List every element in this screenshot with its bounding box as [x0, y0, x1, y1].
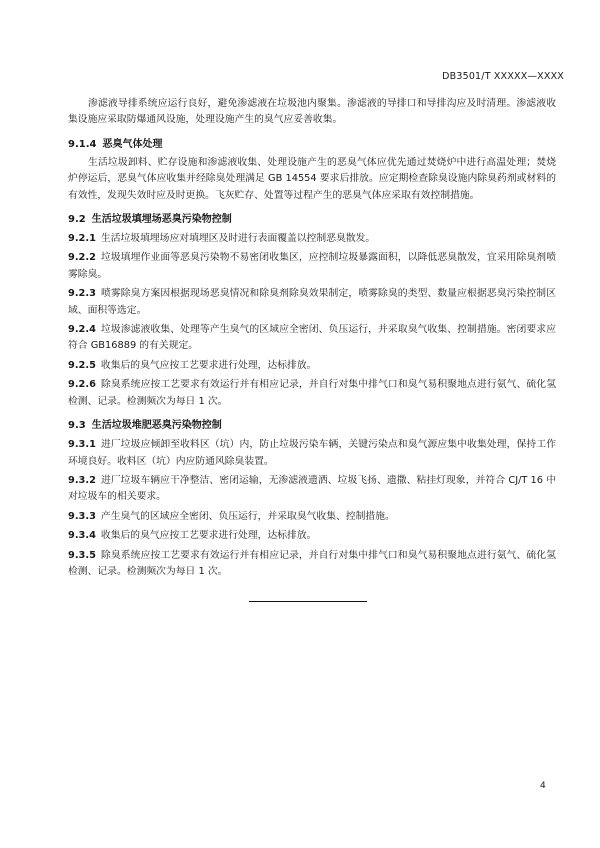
paragraph-odor-treatment: 生活垃圾卸料、贮存设施和渗滤液收集、处理设施产生的恶臭气体应优先通过焚烧炉中进行高温处理；焚烧炉停运后，恶臭气体应收集并经除臭处理满足 GB 14554 要求后排放。应定期检查除臭设施内除臭药剂或材料的有效性，发现失效时应及时更换。飞灰贮存、处置等过程产生的恶臭气体应采取有效控制措施。: [68, 156, 556, 201]
clause-number: 9.3.4: [68, 530, 96, 542]
section-number: 9.2: [68, 214, 86, 226]
clause-number: 9.2.2: [68, 252, 96, 264]
clause-text: 喷雾除臭方案因根据现场恶臭情况和除臭剂除臭效果制定，喷雾除臭的类型、数量应根据恶臭污染控制区域、面积等选定。: [68, 288, 556, 316]
clause-9-2-2: [68, 250, 556, 283]
clause-9-3-1: [68, 437, 556, 470]
clause-number: 9.2.4: [68, 324, 96, 336]
clause-text: 进厂垃圾应倾卸至收料区（坑）内，防止垃圾污染车辆，关键污染点和臭气源应集中收集处理，保持工作环境良好。收料区（坑）内应防通风除臭装置。: [68, 439, 556, 467]
clause-number: 9.3.2: [68, 474, 96, 486]
clause-9-2-5: [68, 358, 556, 374]
end-of-document-line: [249, 601, 367, 602]
clause-text: 生活垃圾填埋场应对填埋区及时进行表面覆盖以控制恶臭散发。: [100, 233, 376, 245]
section-number: 9.1.4: [68, 138, 97, 150]
paragraph-leachate: 渗滤液导排系统应运行良好，避免渗滤液在垃圾池内聚集。渗滤液的导排口和导排沟应及时清理。渗滤液收集设施应采取防爆通风设施，处理设施产生的臭气应妥善收集。: [68, 98, 556, 126]
clause-9-3-3: [68, 509, 556, 525]
section-9-2-heading: [68, 212, 556, 228]
section-9-1-4-heading: [68, 137, 556, 153]
clause-text: 产生臭气的区域应全密闭、负压运行，并采取臭气收集、控制措施。: [100, 510, 395, 522]
clause-text: 垃圾渗滤液收集、处理等产生臭气的区域应全密闭、负压运行，并采取臭气收集、控制措施。密闭要求应符合 GB16889 的有关规定。: [68, 324, 556, 352]
document-code: DB3501/T XXXXX—XXXX: [442, 71, 564, 82]
clause-9-3-5: [68, 548, 556, 581]
clause-9-2-3: [68, 286, 556, 319]
section-number: 9.3: [68, 420, 86, 432]
clause-9-3-2: [68, 473, 556, 506]
clause-number: 9.3.5: [68, 549, 96, 561]
clause-text: 进厂垃圾车辆应干净整洁、密闭运输，无渗滤液遗洒、垃圾飞扬、遗撒、粘挂灯现象，并符合 CJ/T 16 中对垃圾车的相关要求。: [68, 474, 556, 503]
section-title: 生活垃圾填埋场恶臭污染物控制: [91, 214, 232, 226]
clause-text: 收集后的臭气应按工艺要求进行处理，达标排放。: [100, 359, 317, 371]
clause-text: 除臭系统应按工艺要求有效运行并有相应记录，并自行对集中排气口和臭气易积聚地点进行氨气、硫化氢检测、记录。检测频次为每日 1 次。: [68, 549, 556, 577]
clause-number: 9.2.1: [68, 233, 96, 245]
clause-text: 收集后的臭气应按工艺要求进行处理，达标排放。: [100, 530, 317, 542]
clause-text: 垃圾填埋作业面等恶臭污染物不易密闭收集区，应控制垃圾暴露面积，以降低恶臭散发，宜采用除臭剂喷雾除臭。: [68, 252, 556, 280]
clause-number: 9.2.6: [68, 379, 96, 391]
section-title: 恶臭气体处理: [102, 138, 163, 150]
page-number: 4: [540, 781, 546, 791]
clause-number: 9.3.3: [68, 510, 96, 522]
clause-9-3-4: [68, 528, 556, 544]
document-body: [68, 96, 556, 580]
clause-number: 9.2.5: [68, 359, 96, 371]
clause-9-2-4: [68, 322, 556, 355]
section-9-3-heading: [68, 418, 556, 434]
clause-number: 9.2.3: [68, 288, 96, 300]
clause-9-2-1: [68, 231, 556, 247]
clause-text: 除臭系统应按工艺要求有效运行并有相应记录，并自行对集中排气口和臭气易积聚地点进行氨气、硫化氢检测、记录。检测频次为每日 1 次。: [68, 379, 556, 407]
section-title: 生活垃圾堆肥恶臭污染物控制: [91, 420, 222, 432]
clause-number: 9.3.1: [68, 439, 96, 451]
clause-9-2-6: [68, 377, 556, 410]
